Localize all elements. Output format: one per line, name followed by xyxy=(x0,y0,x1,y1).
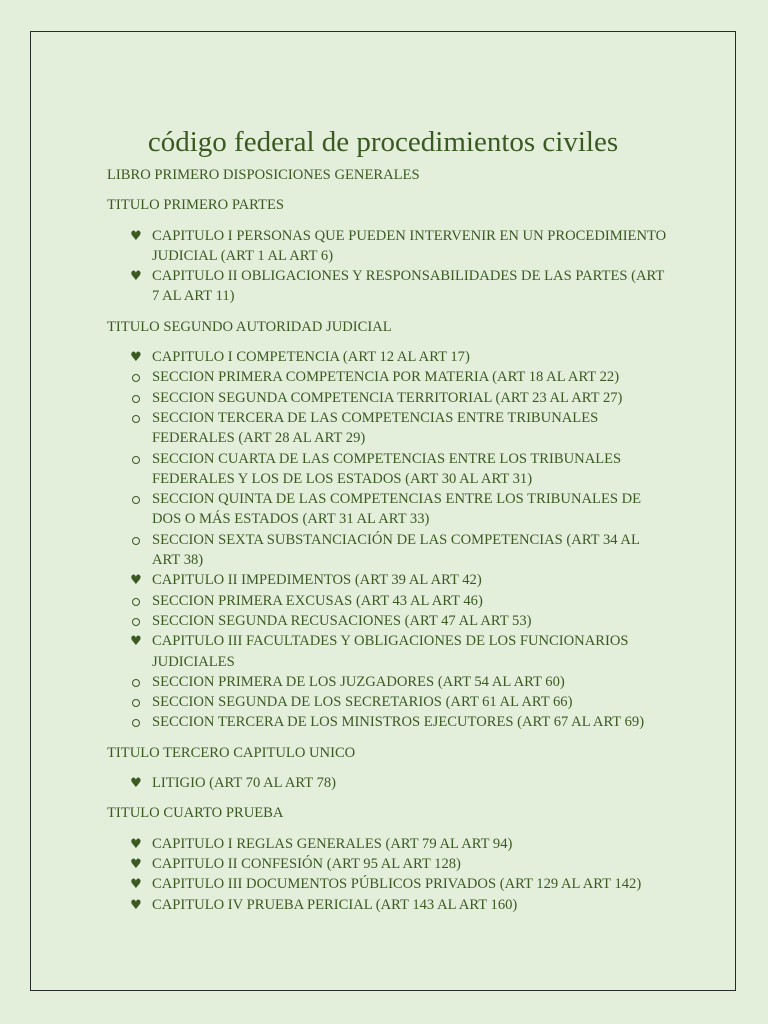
spacer xyxy=(107,793,667,803)
spacer xyxy=(107,216,667,226)
circle-icon xyxy=(132,456,140,464)
table-of-contents xyxy=(107,165,667,925)
list-item xyxy=(107,591,667,611)
list-item-text: SECCION QUINTA DE LAS COMPETENCIAS ENTRE LOS TRIBUNALES DE DOS O MÁS ESTADOS (ART 31 AL ART 33) xyxy=(152,491,642,528)
heart-icon: ♥ xyxy=(130,573,142,589)
list-item xyxy=(107,530,667,571)
spacer xyxy=(107,824,667,834)
list-item-text: SECCION SEGUNDA COMPETENCIA TERRITORIAL (ART 23 AL ART 27) xyxy=(152,389,623,406)
spacer xyxy=(107,915,667,925)
circle-bullet-icon xyxy=(129,388,143,409)
heart-icon: ♥ xyxy=(130,856,142,872)
list-item-text: SECCION TERCERA DE LAS COMPETENCIAS ENTRE TRIBUNALES FEDERALES (ART 28 AL ART 29) xyxy=(152,409,599,447)
list-item xyxy=(107,874,667,894)
list-item-text: CAPITULO III DOCUMENTOS PÚBLICOS PRIVADOS (ART 129 AL ART 142) xyxy=(152,876,642,893)
list-item-text: SECCION SEGUNDA DE LOS SECRETARIOS (ART 61 AL ART 66) xyxy=(152,694,573,711)
heart-bullet-icon xyxy=(129,347,143,368)
circle-icon xyxy=(132,699,140,707)
list-item-text: SECCION PRIMERA EXCUSAS (ART 43 AL ART 46) xyxy=(152,592,483,609)
heart-icon: ♥ xyxy=(130,836,142,852)
circle-bullet-icon xyxy=(129,712,143,733)
spacer xyxy=(107,307,667,317)
section-item-list xyxy=(107,347,667,733)
circle-icon xyxy=(132,679,140,687)
list-item-text: SECCION PRIMERA DE LOS JUZGADORES (ART 54 AL ART 60) xyxy=(152,673,565,690)
heart-bullet-icon xyxy=(129,854,143,875)
heart-bullet-icon xyxy=(129,631,143,652)
list-item-text: SECCION SEGUNDA RECUSACIONES (ART 47 AL ART 53) xyxy=(152,612,532,629)
section-item-list xyxy=(107,226,667,307)
circle-icon xyxy=(132,719,140,727)
list-item-text: CAPITULO I PERSONAS QUE PUEDEN INTERVENIR EN UN PROCEDIMIENTO JUDICIAL (ART 1 AL ART 6) xyxy=(152,227,667,264)
list-item xyxy=(107,895,667,915)
list-item-text: CAPITULO I COMPETENCIA (ART 12 AL ART 17) xyxy=(152,349,470,366)
list-item-text: CAPITULO IV PRUEBA PERICIAL (ART 143 AL ART 160) xyxy=(152,896,518,913)
list-item xyxy=(107,692,667,712)
list-item xyxy=(107,408,667,449)
list-item-text: SECCION PRIMERA COMPETENCIA POR MATERIA (ART 18 AL ART 22) xyxy=(152,369,620,386)
list-item xyxy=(107,449,667,490)
heart-bullet-icon xyxy=(129,773,143,794)
circle-icon xyxy=(132,496,140,504)
heart-icon: ♥ xyxy=(130,897,142,913)
list-item xyxy=(107,570,667,590)
list-item-text: SECCION CUARTA DE LAS COMPETENCIAS ENTRE LOS TRIBUNALES FEDERALES Y LOS DE LOS ESTADOS (ART 30 AL ART 31) xyxy=(152,450,622,487)
list-item xyxy=(107,226,667,267)
circle-icon xyxy=(132,374,140,382)
circle-icon xyxy=(132,415,140,423)
heart-bullet-icon xyxy=(129,226,143,247)
list-item xyxy=(107,367,667,387)
page-title: código federal de procedimientos civiles xyxy=(147,126,619,158)
heart-icon: ♥ xyxy=(130,634,142,650)
list-item xyxy=(107,489,667,530)
circle-icon xyxy=(132,537,140,545)
list-item-text: CAPITULO II CONFESIÓN (ART 95 AL ART 128) xyxy=(152,855,461,872)
section-heading: TITULO TERCERO CAPITULO UNICO xyxy=(107,744,356,761)
list-item-text: SECCION SEXTA SUBSTANCIACIÓN DE LAS COMPETENCIAS (ART 34 AL ART 38) xyxy=(152,531,640,569)
list-item xyxy=(107,266,667,307)
heart-icon: ♥ xyxy=(130,350,142,366)
list-item xyxy=(107,347,667,367)
list-item xyxy=(107,672,667,692)
heart-icon: ♥ xyxy=(130,228,142,244)
circle-bullet-icon xyxy=(129,449,143,470)
list-item-text: CAPITULO II IMPEDIMENTOS (ART 39 AL ART 42) xyxy=(152,572,482,589)
heart-bullet-icon xyxy=(129,895,143,916)
section-heading: LIBRO PRIMERO DISPOSICIONES GENERALES xyxy=(107,167,420,183)
spacer xyxy=(107,337,667,347)
section-heading: TITULO CUARTO PRUEBA xyxy=(107,805,284,822)
circle-bullet-icon xyxy=(129,367,143,388)
list-item xyxy=(107,631,667,672)
heart-bullet-icon xyxy=(129,874,143,895)
circle-bullet-icon xyxy=(129,489,143,510)
heart-bullet-icon xyxy=(129,570,143,591)
list-item-text: CAPITULO III FACULTADES Y OBLIGACIONES DE LOS FUNCIONARIOS JUDICIALES xyxy=(152,633,629,670)
circle-icon xyxy=(132,395,140,403)
heart-icon: ♥ xyxy=(130,877,142,893)
circle-icon xyxy=(132,618,140,626)
circle-bullet-icon xyxy=(129,591,143,612)
list-item-text: SECCION TERCERA DE LOS MINISTROS EJECUTORES (ART 67 AL ART 69) xyxy=(152,714,645,731)
section-heading: TITULO SEGUNDO AUTORIDAD JUDICIAL xyxy=(107,318,392,335)
list-item xyxy=(107,712,667,732)
section-item-list xyxy=(107,773,667,793)
circle-bullet-icon xyxy=(129,672,143,693)
circle-bullet-icon xyxy=(129,611,143,632)
heart-icon: ♥ xyxy=(130,269,142,285)
circle-bullet-icon xyxy=(129,692,143,713)
spacer xyxy=(107,763,667,773)
spacer xyxy=(107,185,667,195)
list-item-text: CAPITULO I REGLAS GENERALES (ART 79 AL ART 94) xyxy=(152,835,513,852)
heart-icon: ♥ xyxy=(130,776,142,792)
list-item xyxy=(107,773,667,793)
heart-bullet-icon xyxy=(129,834,143,855)
circle-bullet-icon xyxy=(129,408,143,429)
spacer xyxy=(107,733,667,743)
section-item-list xyxy=(107,834,667,915)
list-item-text: CAPITULO II OBLIGACIONES Y RESPONSABILIDADES DE LAS PARTES (ART 7 AL ART 11) xyxy=(152,268,665,305)
circle-icon xyxy=(132,598,140,606)
list-item xyxy=(107,388,667,408)
list-item xyxy=(107,854,667,874)
list-item-text: LITIGIO (ART 70 AL ART 78) xyxy=(152,775,337,792)
list-item xyxy=(107,834,667,854)
circle-bullet-icon xyxy=(129,530,143,551)
list-item xyxy=(107,611,667,631)
section-heading: TITULO PRIMERO PARTES xyxy=(107,197,284,214)
heart-bullet-icon xyxy=(129,266,143,287)
